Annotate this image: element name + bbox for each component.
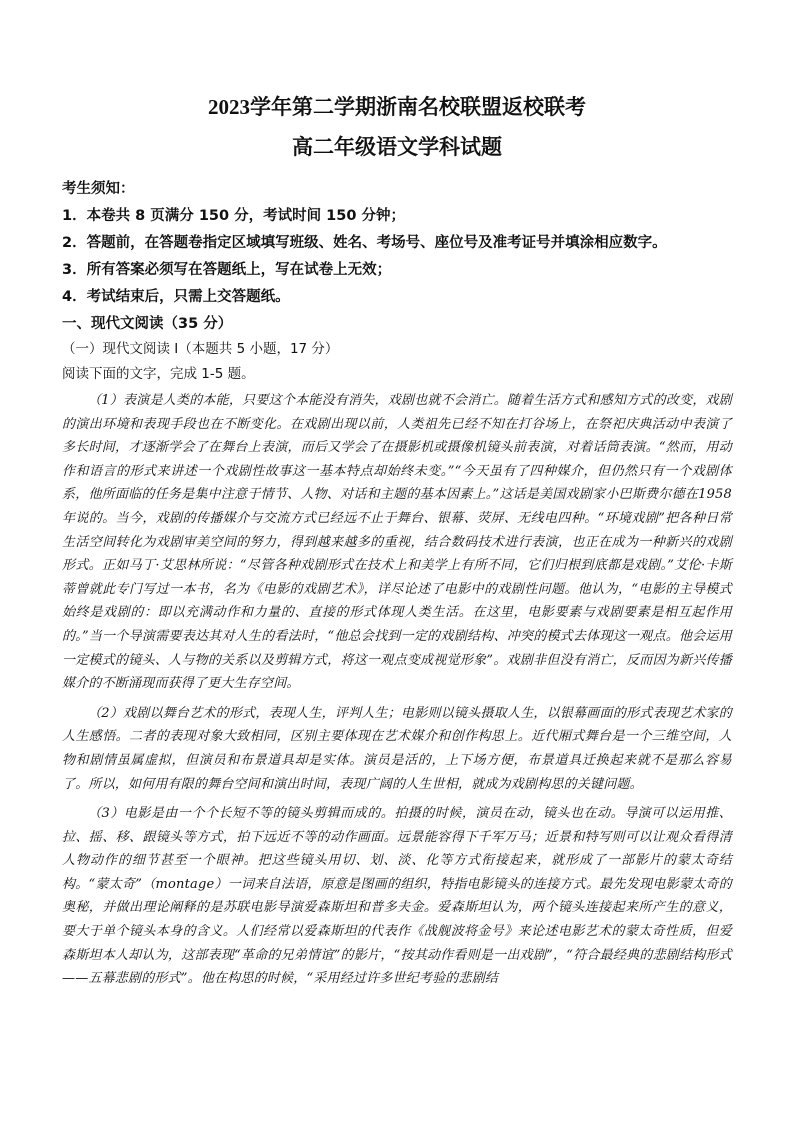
passage-paragraph: （2）戏剧以舞台艺术的形式，表现人生，评判人生；电影则以镜头摄取人生，以银幕画面的形式表现艺术家的人生感悟。二者的表现对象大致相同，区别主要体现在艺术媒介和创作构思上。近代厢式舞台是一个三维空间，人物和剧情虽属虚拟，但演员和布景道具却是实体。演员是活的，上下场方便，布景道具迁换起来就不是那么容易了。所以，如何用有限的舞台空间和演出时间，表现广阔的人生世相，就成为戏剧构思的关键问题。 (62, 705, 732, 792)
notice-item: 1．本卷共 8 页满分 150 分，考试时间 150 分钟； (62, 208, 405, 224)
notice-item: 3．所有答案必须写在答题纸上，写在试卷上无效； (62, 262, 392, 278)
passage-paragraph: （3）电影是由一个个长短不等的镜头剪辑而成的。拍摄的时候，演员在动，镜头也在动。导演可以运用推、拉、摇、移、跟镜头等方式，拍下远近不等的动作画面。远景能容得下千军万马；近景和特写则可以让观众看得清人物动作的细节甚至一个眼神。把这些镜头用切、划、淡、化等方式衔接起来，就形成了一部影片的蒙太奇结构。“蒙太奇”（montage）一词来自法语，原意是图画的组织，特指电影镜头的连接方式。最先发现电影蒙太奇的奥秘，并做出理论阐释的是苏联电影导演爱森斯坦和普多夫金。爱森斯坦认为，两个镜头连接起来所产生的意义，要大于单个镜头本身的含义。人们经常以爱森斯坦的代表作《战舰波将金号》来论述电影艺术的蒙太奇性质，但爱森斯坦本人却认为，这部表现“革命的兄弟情谊”的影片，“按其动作看则是一出戏剧”，“符合最经典的悲剧结构形式——五幕悲剧的形式”。他在构思的时候，“采用经过许多世纪考验的悲剧结 (62, 806, 732, 987)
exam-subtitle: 高二年级语文学科试题 (292, 135, 502, 159)
passage-paragraph: （1）表演是人类的本能，只要这个本能没有消失，戏剧也就不会消亡。随着生活方式和感知方式的改变，戏剧的演出环境和表现手段也在不断变化。在戏剧出现以前，人类祖先已经不知在打谷场上，在祭祀庆典活动中表演了多长时间，才逐渐学会了在舞台上表演，而后又学会了在摄影机或摄像机镜头前表演，对着话筒表演。“然而，用动作和语言的形式来讲述一个戏剧性故事这一基本特点却始终未变。”“今天虽有了四种媒介，但仍然只有一个戏剧体系，他所面临的任务是集中注意于情节、人物、对话和主题的基本因素上。”这话是美国戏剧家小巴斯费尔德在1958年说的。当今，戏剧的传播媒介与交流方式已经远不止于舞台、银幕、荧屏、无线电四种。“环境戏剧”把各种日常生活空间转化为戏剧审美空间的努力，得到越来越多的重视，结合数码技术进行表演，也正在成为一种新兴的戏剧形式。正如马丁·艾思林所说：“尽管各种戏剧形式在技术上和美学上有所不同，它们归根到底都是戏剧。”艾伦·卡斯蒂曾就此专门写过一本书，名为《电影的戏剧艺术》，详尽论述了电影中的戏剧性问题。他认为，“电影的主导模式始终是戏剧的：即以充满动作和力量的、直接的形式体现人类生活。在这里，电影要素与戏剧要素是相互起作用的。”当一个导演需要表达其对人生的看法时，“他总会找到一定的戏剧结构、冲突的模式去体现这一观点。他会运用一定模式的镜头、人与物的关系以及剪辑方式，将这一观点变成视觉形象”。戏剧非但没有消亡，反而因为新兴传播媒介的不断涌现而获得了更大生存空间。 (62, 393, 732, 692)
candidate-notice (62, 176, 732, 311)
exam-title: 2023学年第二学期浙南名校联盟返校联考 (208, 95, 586, 119)
notice-item: 2．答题前，在答题卷指定区域填写班级、姓名、考场号、座位号及准考证号并填涂相应数字。 (62, 235, 667, 251)
notice-heading: 考生须知： (62, 181, 135, 197)
reading-instruction: 阅读下面的文字，完成 1-5 题。 (62, 366, 255, 382)
notice-item: 4．考试结束后，只需上交答题纸。 (62, 289, 290, 305)
part-heading: （一）现代文阅读 I（本题共 5 小题，17 分） (62, 341, 339, 357)
reading-passage (62, 389, 732, 991)
section-heading: 一、现代文阅读（35 分） (62, 316, 233, 332)
